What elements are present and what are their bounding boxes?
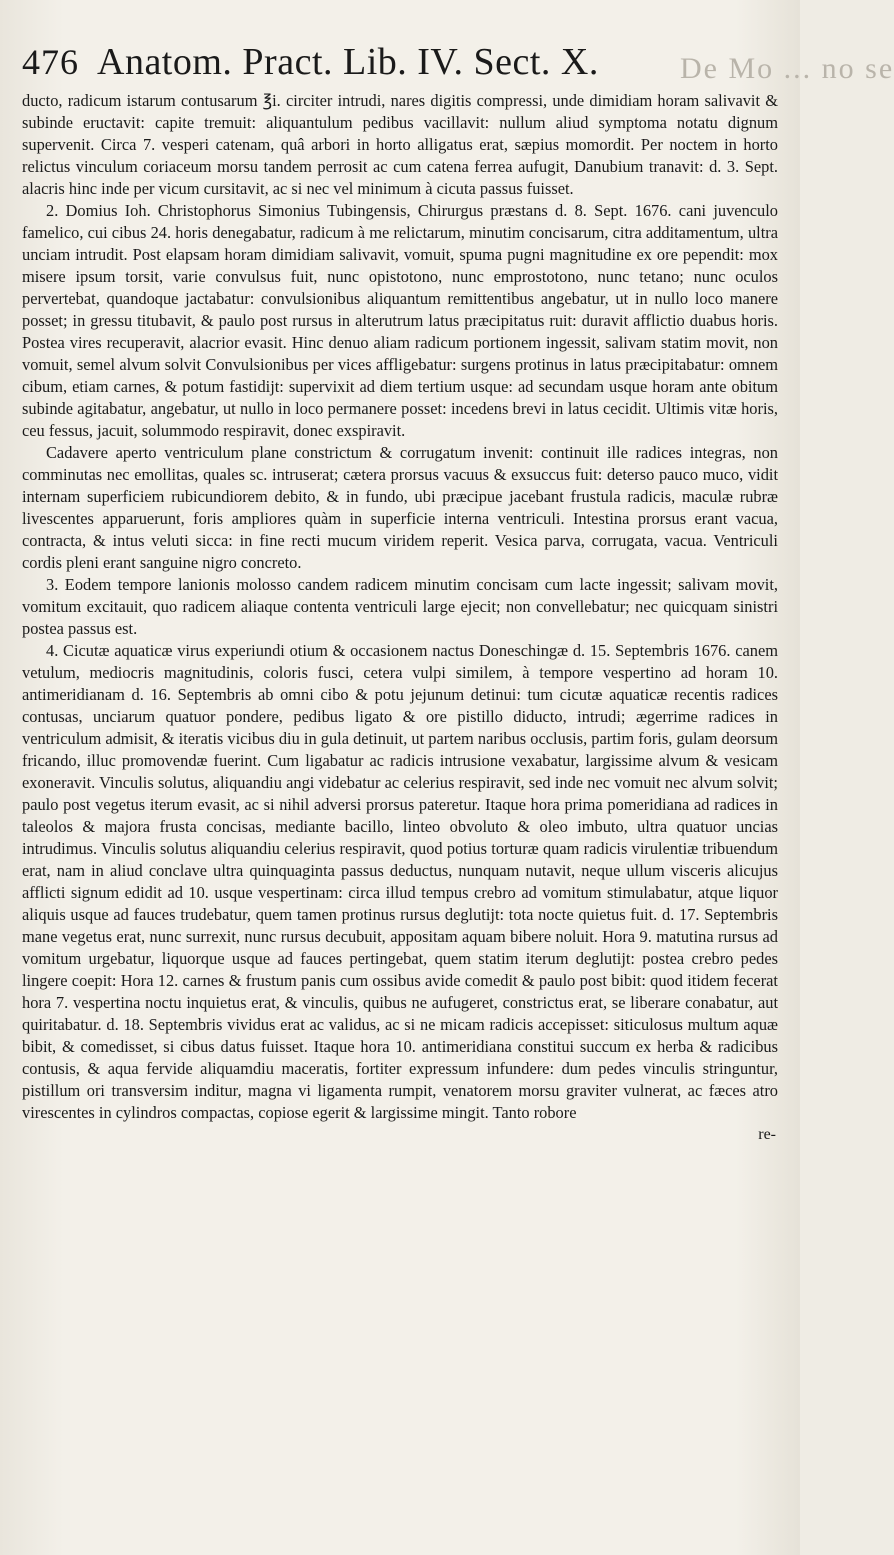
paragraph-5: 4. Cicutæ aquaticæ virus experiundi otium & occasionem nactus Doneschingæ d. 15. Septembris 1676. canem vetulum, mediocris magnitudinis, coloris fusci, cetera vulpi similem, à tempore vespertino ad horam 10. antimeridianam d. 16. Septembris ab omni cibo & potu jejunum detinui: tum cicutæ aquaticæ recentis radices contusas, unciarum quatuor pondere, pedibus ligato & ore pistillo diducto, intrudi; ægerrime radices in ventriculum admisit, & iteratis vicibus diu in gula detinuit, ut partem naribus occlusis, partim foris, gulam deorsum fricando, illuc promovendæ fuerint. Cum ligabatur ac radicis intrusione vexabatur, largissime alvum & vesicam exoneravit. Vinculis solutus, aliquandiu angi videbatur ac celerius respiravit, sed inde nec vomuit nec alvum solvit; paulo post vegetus iterum evasit, ac si nihil adversi prorsus pateretur. Itaque hora prima pomeridiana ad radices in taleolos & majora frusta concisas, mediante bacillo, linteo obvoluto & oleo imbuto, ultra quatuor uncias intrudimus. Vinculis solutus aliquandiu celerius respiravit, quod potius torturæ quam radicis virulentiæ tribuendum erat, nam in aliud conclave ultra quinquaginta passus deductus, nunquam nutavit, neque ullum visceris alicujus afflicti signum edidit ad 10. usque vespertinam: circa illud tempus crebro ad vomitum stimulabatur, atque liquor aliquis usque ad fauces trudebatur, quem tamen protinus rursus deglutijt: tota nocte quietus fuit. d. 17. Septembris mane vegetus erat, nunc surrexit, nunc rursus decubuit, appositam aquam bibere noluit. Hora 9. matutina rursus ad vomitum urgebatur, liquorque usque ad fauces pertingebat, quem statim iterum deglutijt: postea crebro pedes lingere coepit: Hora 12. carnes & frustum panis cum ossibus avide comedit & paulo post bibit: quod itidem fecerat hora 7. vespertina noctu inquietus erat, & vinculis, quibus ne aufugeret, constrictus erat, se liberare conabatur, aut quiritabatur. d. 18. Septembris vividus erat ac validus, ac si ne micam radicis accepisset: siticulosus multum aquæ bibit, & comedisset, si cibus datus fuisset. Itaque hora 10. antimeridiana constitui succum ex herba & radicibus contusis, & aqua fervide aliquamdiu maceratis, fortiter expressum infundere: dum pedes vinculis stringuntur, pistillum ori transversim inditur, magna vi ligamenta rumpit, venatorem morsu graviter vulnerat, ac fæces atro virescentes in cylindros compactas, copiose egerit & largissime mingit. Tanto robore xyxy=(22,641,778,1122)
paragraph-3: Cadavere aperto ventriculum plane constrictum & corrugatum invenit: continuit ille radices integras, non comminutas nec emollitas, quales sc. intruserat; cætera prorsus vacuus & exsuccus fuit: deterso pauco muco, vidit internam superficiem rubicundiorem debito, & in fundo, ubi præcipue jacebant frustula radicis, maculæ rubræ livescentes apparuerunt, foris ampliores quàm in superficie interna ventriculi. Intestina prorsus erant vacua, contracta, & intus veluti sicca: in fine recti mucum viridem reperit. Vesica parva, corrugata, vacua. Ventriculi cordis pleni erant sanguine nigro concreto. xyxy=(22,443,778,572)
running-head: Anatom. Pract. Lib. IV. Sect. X. xyxy=(97,41,599,83)
paragraph-4: 3. Eodem tempore lanionis molosso candem radicem minutim concisam cum lacte ingessit; salivam movit, vomitum excitauit, quo radicem aliaque contenta ventriculi large ejecit; non convellebatur; nec quicquam sinistri postea passus est. xyxy=(22,575,778,638)
catchword: re- xyxy=(758,1126,776,1143)
page-header xyxy=(22,40,778,84)
paragraph-2: 2. Domius Ioh. Christophorus Simonius Tubingensis, Chirurgus præstans d. 8. Sept. 1676. cani juvenculo famelico, cui cibus 24. horis denegabatur, radicum à me relictarum, minutim concisarum, citra additamentum, ultra unciam intrudit. Post elapsam horam dimidiam salivavit, vomuit, spuma pugni magnitudine ex ore pependit: mox misere ipsum torsit, varie convulsus fuit, nunc opistotono, nunc emprostotono, nunc tetano; nunc oculos pervertebat, quandoque jactabatur: convulsionibus aliquantum remittentibus angebatur, ut in nullo loco manere posset; in gressu titubavit, & paulo post rursus in alterutrum latus præcipitatus ruit: duravit afflictio duabus horis. Postea vires recuperavit, alacrior evasit. Hinc denuo aliam radicum portionem ingessit, salivam statim movit, non vomuit, semel alvum solvit Convulsionibus per vices affligebatur: surgens protinus in latus præcipitabatur: omnem cibum, etiam carnes, & potum fastidijt: supervixit ad diem tertium usque: ad secundam usque horam ante obitum subinde agitabatur, angebatur, ut nullo in loco permanere posset: incedens brevi in latus cecidit. Ultimis vitæ horis, ceu fessus, jacuit, solummodo respiravit, donec exspiravit. xyxy=(22,201,778,440)
bleed-through-text: De Mo ... no se xyxy=(680,52,894,85)
paragraph-1: ducto, radicum istarum contusarum ℥i. circiter intrudi, nares digitis compressi, unde dimidiam horam salivavit & subinde eructavit: capite tremuit: aliquantulum pedibus vacillavit: nullum aliud symptoma notatu dignum supervenit. Circa 7. vesperi catenam, quâ arbori in horto alligatus erat, sæpius momordit. Per noctem in horto relictus vinculum coriaceum morsu tandem perrosit ac cum catena ferrea aufugit, Danubium tranavit: d. 3. Sept. alacris hinc inde per vicum cursitavit, ac si nec vel minimum à cicuta passus fuisset. xyxy=(22,91,778,198)
body-text xyxy=(22,90,778,1146)
page-number: 476 xyxy=(22,42,79,82)
